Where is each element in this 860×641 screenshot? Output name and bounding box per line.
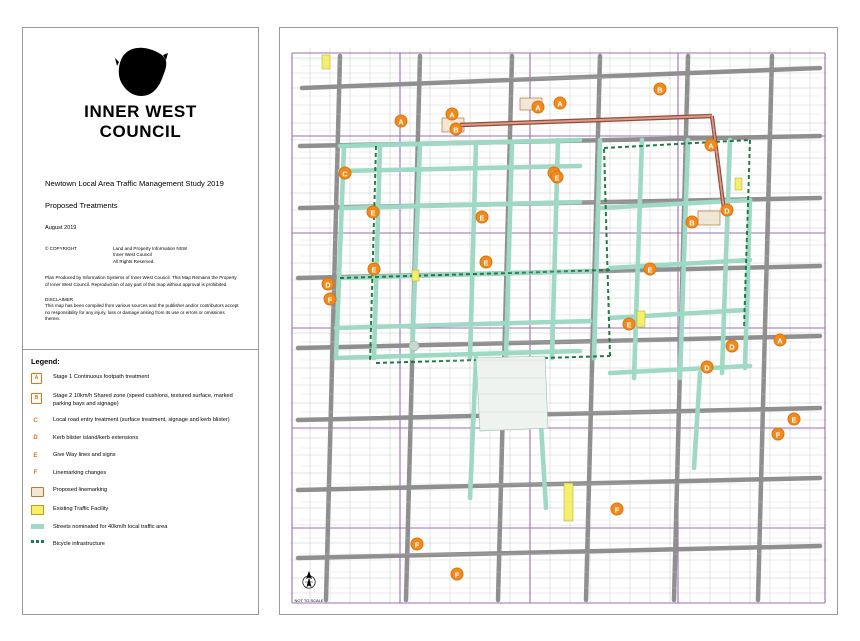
- map-panel[interactable]: [279, 27, 838, 615]
- map-marker-f[interactable]: F: [324, 293, 337, 306]
- legend-item-d: [31, 434, 248, 443]
- existing-facility-swatch: [31, 505, 44, 515]
- document-subtitle: Proposed Treatments: [45, 201, 118, 210]
- legend-label-c: Local road entry treatment (surface treatment, signage and kerb blister): [53, 417, 230, 424]
- disclaimer-heading: DISCLAIMER: [45, 297, 74, 303]
- legend-item-existing-facility: [31, 505, 248, 515]
- legend-item-proposed-linemarking: [31, 487, 248, 497]
- disclaimer-text: This map has been compiled from various sources and the publisher and/or contributors accept no responsibility for any injury, loss or damage arising from its use or errors or omissions therein.: [45, 303, 239, 322]
- map-marker-f[interactable]: F: [451, 568, 464, 581]
- map-marker-b[interactable]: B: [686, 216, 699, 229]
- badge-b-label: B: [31, 393, 42, 404]
- map-marker-a[interactable]: A: [446, 108, 459, 121]
- map-marker-e[interactable]: E: [551, 171, 564, 184]
- map-marker-a[interactable]: A: [705, 139, 718, 152]
- badge-a-label: A: [31, 373, 42, 384]
- letter-f-label: F: [33, 470, 38, 477]
- legend-symbol-letter-f: [31, 469, 53, 478]
- map-marker-c[interactable]: C: [339, 167, 352, 180]
- legend-symbol-badge-a: [31, 373, 53, 384]
- map-marker-e[interactable]: E: [480, 256, 493, 269]
- legend-label-f: Linemarking changes: [53, 469, 107, 476]
- map-drawing: [280, 28, 837, 614]
- legend-symbol-letter-c: [31, 417, 53, 426]
- map-marker-e[interactable]: E: [644, 263, 657, 276]
- legend-item-bicycle-infrastructure: [31, 540, 248, 548]
- map-marker-e[interactable]: E: [368, 263, 381, 276]
- scale-caption: NOT TO SCALE: [294, 598, 324, 603]
- legend-label-d: Kerb blister island/kerb extensions: [53, 434, 139, 441]
- legend-symbol-letter-d: [31, 434, 53, 443]
- north-arrow-icon: [302, 570, 316, 592]
- legend-label-proposed-linemarking: Proposed linemarking: [53, 487, 108, 494]
- legend-item-40kmh-streets: [31, 524, 248, 532]
- map-marker-b[interactable]: B: [450, 123, 463, 136]
- council-crest-icon: [113, 46, 169, 98]
- map-marker-a[interactable]: A: [532, 101, 545, 114]
- legend-symbol-badge-b: [31, 393, 53, 404]
- legend-label-existing-facility: Existing Traffic Facility: [53, 505, 109, 512]
- letter-e-label: E: [33, 452, 38, 459]
- document-info: [45, 178, 241, 323]
- map-marker-e[interactable]: E: [476, 211, 489, 224]
- map-marker-a[interactable]: A: [395, 115, 408, 128]
- map-marker-e[interactable]: E: [367, 206, 380, 219]
- legend-item-f: [31, 469, 248, 478]
- legend-label-bicycle-infrastructure: Bicycle infrastructure: [53, 540, 105, 547]
- legend-symbol-proposed-linemarking: [31, 487, 53, 497]
- map-marker-d[interactable]: D: [322, 278, 335, 291]
- legend-panel: [22, 349, 259, 615]
- copyright-line-3: All Rights Reserved.: [113, 258, 155, 264]
- legend-label-40kmh-streets: Streets nominated for 40km/h local traffic area: [53, 524, 168, 531]
- map-marker-f[interactable]: F: [411, 538, 424, 551]
- map-marker-e[interactable]: E: [623, 318, 636, 331]
- copyright-line-2: Inner West Council: [113, 252, 152, 258]
- legend-symbol-bicycle-infrastructure: [31, 540, 53, 543]
- map-scale-block: [288, 570, 330, 606]
- council-name-line2: COUNCIL: [99, 122, 182, 141]
- map-marker-e[interactable]: E: [788, 413, 801, 426]
- copyright-line-1: Land and Property Information NSW: [113, 246, 188, 251]
- council-logo: [23, 28, 258, 169]
- map-marker-a[interactable]: A: [554, 97, 567, 110]
- legend-label-b: Stage 2 10km/h Shared zone (speed cushions, textured surface, marked parking bays and signage): [53, 393, 233, 407]
- legend-item-b: [31, 393, 248, 409]
- legend-label-e: Give Way lines and signs: [53, 452, 116, 459]
- map-marker-f[interactable]: F: [772, 428, 785, 441]
- letter-c-label: C: [33, 417, 38, 424]
- legend-item-e: [31, 452, 248, 461]
- legend-symbol-letter-e: [31, 452, 53, 461]
- map-marker-f[interactable]: F: [611, 503, 624, 516]
- map-marker-d[interactable]: D: [721, 204, 734, 217]
- legend-label-a: Stage 1 Continuous footpath treatment: [53, 373, 150, 380]
- council-name-line1: INNER WEST: [84, 102, 197, 121]
- map-marker-a[interactable]: A: [774, 334, 787, 347]
- legend-symbol-existing-facility: [31, 505, 53, 515]
- copyright-block: [45, 246, 241, 265]
- document-date: August 2019: [45, 225, 77, 231]
- legend-symbol-40kmh-streets: [31, 524, 53, 529]
- document-title: Newtown Local Area Traffic Management Study 2019: [45, 179, 224, 188]
- council-name: [23, 102, 258, 142]
- bicycle-dash-swatch: [31, 540, 45, 543]
- letter-d-label: D: [33, 435, 38, 442]
- map-marker-d[interactable]: D: [701, 361, 714, 374]
- map-marker-b[interactable]: B: [654, 83, 667, 96]
- copyright-lines: [113, 246, 187, 265]
- copyright-label: © COPYRIGHT: [45, 246, 77, 251]
- map-marker-d[interactable]: D: [726, 340, 739, 353]
- production-note: Plan Produced by Information Systems of Inner West Council. This Map Remains the Property of Inner West Council. Reproduction of any part of this map without approval is prohibited.: [45, 275, 237, 287]
- legend-title: Legend:: [31, 357, 60, 366]
- proposed-linemarking-swatch: [31, 487, 44, 497]
- teal-street-swatch: [31, 524, 44, 529]
- legend-item-c: [31, 417, 248, 426]
- legend-item-a: [31, 373, 248, 384]
